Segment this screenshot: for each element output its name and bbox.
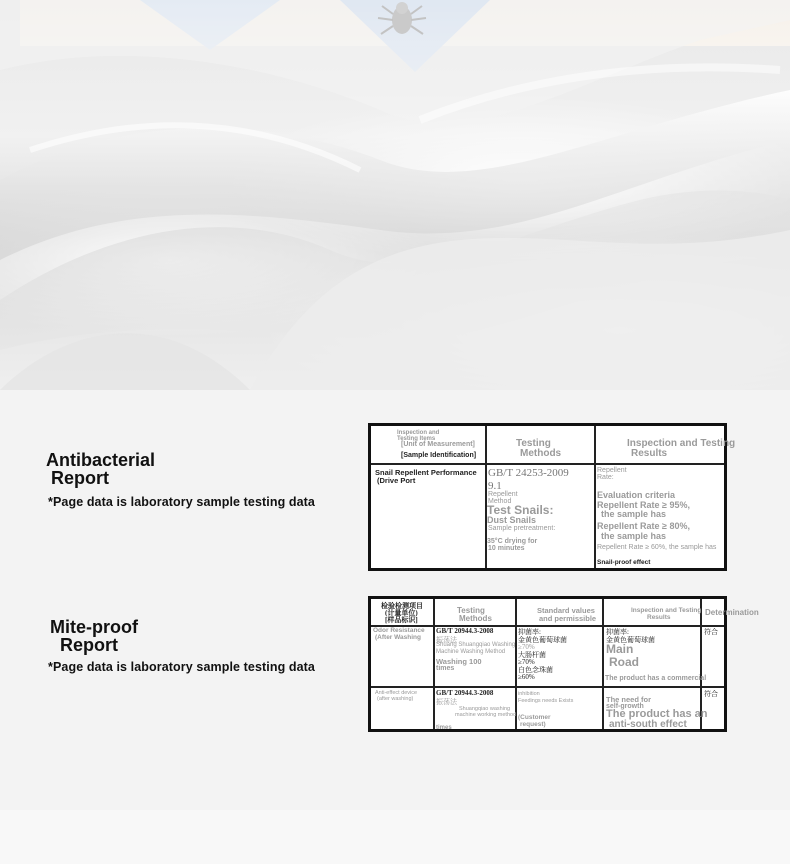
mp-h-col1-line3: [样品标识] (385, 616, 418, 624)
mp-r2-item-line2: (after washing) (377, 696, 414, 702)
ab-m1: Repellent (488, 491, 518, 498)
mp-h-col1-line1: 检验检测项目 (381, 602, 423, 610)
mp-r1-val-line1: 抑菌率: (518, 628, 541, 636)
ab-h-col1-line4: [Sample Identification] (401, 452, 477, 459)
mp-r1-val-line6: 白色念珠菌 (518, 666, 553, 674)
mp-r1-res-line3: Main (606, 642, 634, 656)
mp-r1-std-line1: GB/T 20944.3-2008 (436, 627, 494, 635)
mp-r1-std-line6: times (436, 665, 455, 672)
mp-r1-val-line3: ≥70% (518, 643, 535, 651)
mp-h-col5: Determination (705, 608, 759, 617)
mp-r2-item-line1: Anti-effect device (375, 690, 418, 696)
mp-r2-std-line3: Shuangqiao washing (459, 706, 511, 712)
mp-r2-std-line4: machine working method (455, 712, 517, 718)
mp-h-col4-line1: Inspection and Testing (631, 607, 702, 614)
mp-r1-std-line3: Shuang Shuangqiao Washing (436, 642, 516, 648)
mp-r1-res-line4: Road (609, 655, 639, 669)
ab-item-line2: (Drive Port (377, 476, 416, 485)
ab-res6: Repellent Rate ≥ 80%, (597, 521, 690, 531)
mp-r1-std-line5: Washing 100 (436, 657, 482, 666)
miteproof-report-note: *Page data is laboratory sample testing data (48, 660, 315, 674)
ab-m5: Sample pretreatment: (488, 525, 556, 532)
ab-res1: Repellent (597, 467, 627, 474)
mp-h-col2-line1: Testing (457, 606, 485, 615)
ab-m4: Dust Snails (487, 515, 537, 525)
ab-std-line2: 9.1 (488, 480, 502, 492)
mp-r1-std-line2: 振荡法 (436, 636, 457, 644)
mp-r2-std-line5: times (436, 725, 452, 731)
mp-r2-val-line4: request) (520, 721, 546, 728)
mp-r2-std-line1: GB/T 20944.3-2008 (436, 689, 494, 697)
ab-res5: the sample has (601, 509, 667, 519)
ab-h-col2-line2: Methods (520, 448, 562, 459)
mp-r1-det: 符合 (704, 628, 718, 636)
fabric-folds (0, 0, 790, 390)
mp-r2-res-line4: anti-south effect (609, 719, 687, 730)
miteproof-report-document (368, 596, 759, 732)
mp-r1-val-line7: ≥60% (518, 673, 535, 681)
ab-res8: Repellent Rate ≥ 60%, the sample has (597, 544, 717, 551)
antibacterial-report-document (368, 423, 736, 571)
mp-r2-std-line2: 振荡法 (436, 698, 457, 706)
ab-res9: Snail-proof effect (597, 559, 651, 566)
ab-h-col1-line3: [Unit of Measurement] (401, 441, 475, 448)
ab-m7: 10 minutes (488, 545, 525, 552)
miteproof-report-title: Mite-proof Report (50, 617, 138, 655)
ab-m3: Test Snails: (487, 503, 554, 517)
mp-r1-item-line1: Odor Resistance (373, 627, 425, 634)
ab-std-line1: GB/T 24253-2009 (488, 467, 569, 479)
ab-res4: Repellent Rate ≥ 95%, (597, 500, 690, 510)
mp-r1-val-line5: ≥70% (518, 658, 535, 666)
antibacterial-report-note: *Page data is laboratory sample testing data (48, 495, 315, 509)
mp-r1-item-line2: (After Washing (375, 634, 421, 641)
ab-h-col1-line1: Inspection and (397, 430, 440, 436)
mp-r1-res-line1: 抑菌率: (606, 628, 629, 636)
ab-m6: 35°C drying for (487, 538, 538, 545)
mp-h-col3-line1: Standard values (537, 606, 595, 615)
bottom-band (0, 810, 790, 864)
ab-res7: the sample has (601, 531, 667, 541)
ab-res2: Rate: (597, 474, 614, 481)
mp-r1-res-line5: The product has a commercial (605, 675, 707, 682)
antibacterial-report-title: Antibacterial Report (46, 450, 156, 488)
hero-fabric-image (0, 0, 790, 390)
mp-r2-val-line2: Feedings needs Exists (518, 698, 574, 704)
mp-h-col3-line2: and permissible (539, 614, 597, 623)
mp-h-col2-line2: Methods (459, 614, 492, 623)
ab-h-col1-line2: Testing Items (397, 436, 436, 442)
mp-r2-res-line3: The product has an (606, 708, 708, 720)
mp-r1-val-line2: 金黄色葡萄球菌 (518, 636, 567, 644)
mp-h-col4-line2: Results (647, 614, 671, 621)
ab-item-line1: Snail Repellent Performance (375, 468, 477, 477)
mp-r1-val-line4: 大肠杆菌 (518, 651, 546, 659)
ab-m2: Method (488, 498, 512, 505)
mp-r2-val-line3: (Customer (518, 714, 551, 721)
ab-h-col2-line1: Testing (516, 438, 551, 449)
mp-r2-val-line1: inhibition (518, 691, 540, 697)
mp-r1-std-line4: Machine Washing Method (436, 649, 506, 655)
ab-h-col3-line2: Results (631, 448, 668, 459)
mp-r2-res-line1: The need for (606, 695, 652, 704)
ab-h-col3-line1: Inspection and Testing (627, 438, 736, 449)
ab-res3: Evaluation criteria (597, 490, 676, 500)
mp-r2-res-line2: self-growth (606, 703, 644, 710)
mp-r1-res-line2: 金黄色葡萄球菌 (606, 636, 655, 644)
mp-r2-det: 符合 (704, 690, 718, 698)
mp-h-col1-line2: (计量单位) (385, 609, 418, 617)
